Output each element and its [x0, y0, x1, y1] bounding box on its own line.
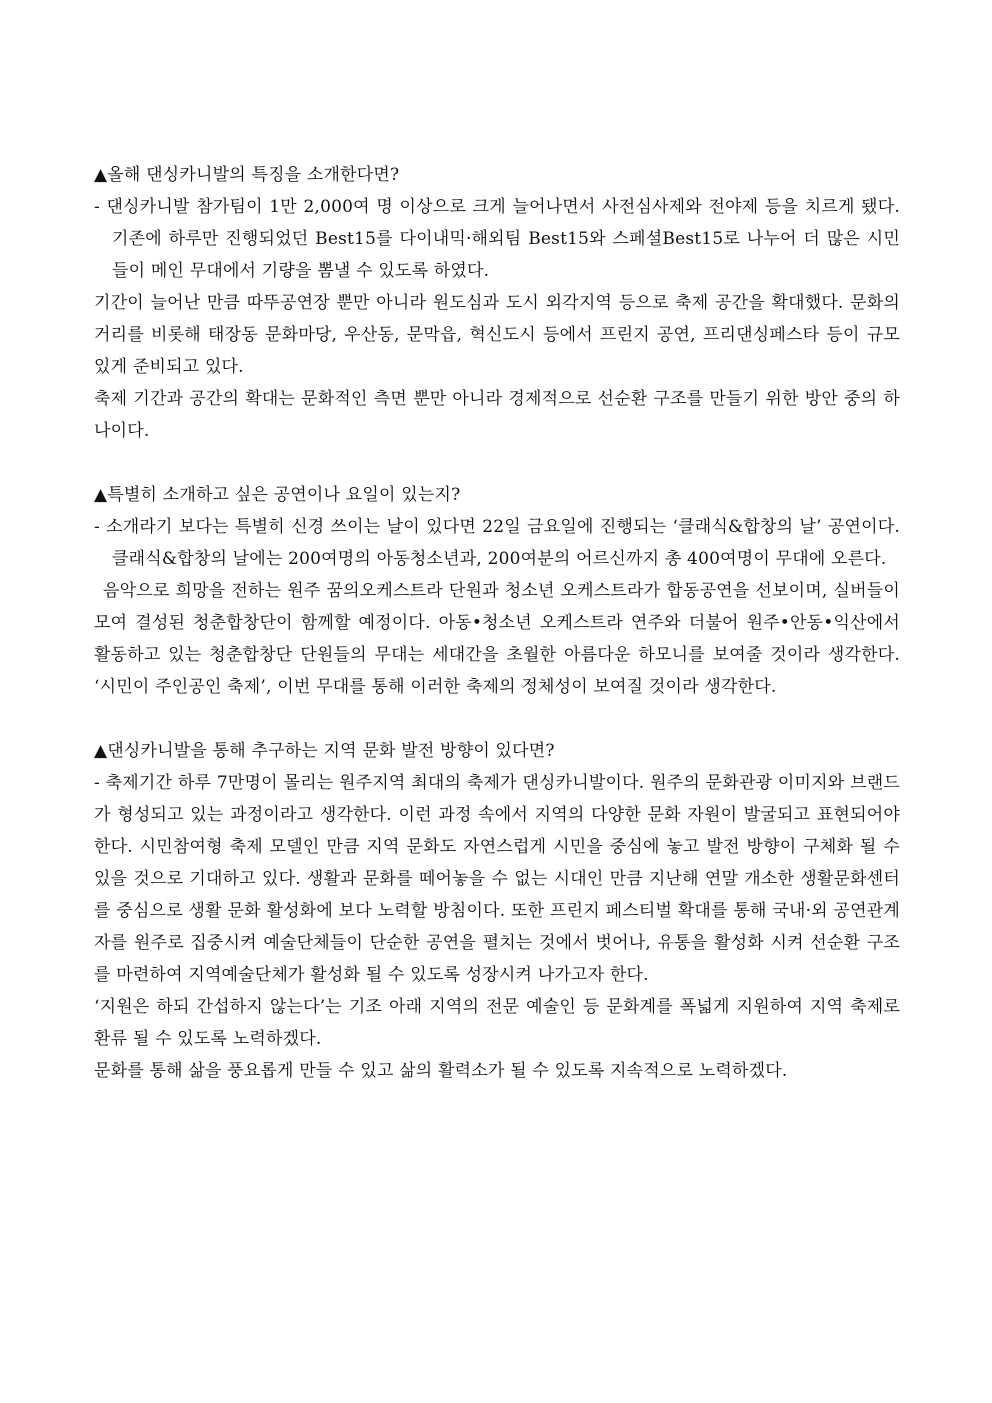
question-heading: ▲올해 댄싱카니발의 특징을 소개한다면? — [94, 165, 400, 185]
answer-paragraph: 음악으로 희망을 전하는 원주 꿈의오케스트라 단원과 청소년 오케스트라가 합동공연을 선보이며, 실버들이 모여 결성된 청춘합창단이 함께할 예정이다. 아동•청소년 오케스트라 연주와 더불어 원주•안동•익산에서 활동하고 있는 청춘합창단 단원들의 무대는 세대간을 초월한 아름다운 하모니를 보여줄 것이라 생각한다. ‘시민이 주인공인 축제’, 이번 무대를 통해 이러한 축제의 정체성이 보여질 것이라 생각한다. — [94, 581, 900, 697]
qa-section-3 — [94, 735, 900, 1087]
qa-section-2 — [94, 479, 900, 703]
answer-paragraph: ‘지원은 하되 간섭하지 않는다’는 기조 아래 지역의 전문 예술인 등 문화계를 폭넓게 지원하여 지역 축제로 환류 될 수 있도록 노력하겠다. — [94, 997, 900, 1049]
question-heading: ▲특별히 소개하고 싶은 공연이나 요일이 있는지? — [94, 485, 461, 505]
answer-paragraph: - 소개라기 보다는 특별히 신경 쓰이는 날이 있다면 22일 금요일에 진행되는 ‘클래식&합창의 날’ 공연이다. 클래식&합창의 날에는 200여명의 아동청소년과, 200여분의 어르신까지 총 400여명이 무대에 오른다. — [94, 517, 900, 569]
answer-paragraph: 문화를 통해 삶을 풍요롭게 만들 수 있고 삶의 활력소가 될 수 있도록 지속적으로 노력하겠다. — [94, 1061, 788, 1081]
answer-paragraph: - 댄싱카니발 참가팀이 1만 2,000여 명 이상으로 크게 늘어나면서 사전심사제와 전야제 등을 치르게 됐다. 기존에 하루만 진행되었던 Best15를 다이내믹·해외팀 Best15와 스페셜Best15로 나누어 더 많은 시민들이 메인 무대에서 기량을 뽐낼 수 있도록 하였다. — [94, 197, 900, 281]
qa-section-1 — [94, 159, 900, 447]
document-body — [94, 159, 900, 1119]
question-heading: ▲댄싱카니발을 통해 추구하는 지역 문화 발전 방향이 있다면? — [94, 741, 555, 761]
answer-paragraph: 기간이 늘어난 만큼 따뚜공연장 뿐만 아니라 원도심과 도시 외각지역 등으로 축제 공간을 확대했다. 문화의 거리를 비롯해 태장동 문화마당, 우산동, 문막읍, 혁신도시 등에서 프린지 공연, 프리댄싱페스타 등이 규모 있게 준비되고 있다. — [94, 293, 900, 377]
answer-paragraph: 축제 기간과 공간의 확대는 문화적인 측면 뿐만 아니라 경제적으로 선순환 구조를 만들기 위한 방안 중의 하나이다. — [94, 389, 900, 441]
answer-paragraph: - 축제기간 하루 7만명이 몰리는 원주지역 최대의 축제가 댄싱카니발이다. 원주의 문화관광 이미지와 브랜드가 형성되고 있는 과정이라고 생각한다. 이런 과정 속에서 지역의 다양한 문화 자원이 발굴되고 표현되어야 한다. 시민참여형 축제 모델인 만큼 지역 문화도 자연스럽게 시민을 중심에 놓고 발전 방향이 구체화 될 수 있을 것으로 기대하고 있다. 생활과 문화를 떼어놓을 수 없는 시대인 만큼 지난해 연말 개소한 생활문화센터를 중심으로 생활 문화 활성화에 보다 노력할 방침이다. 또한 프린지 페스티벌 확대를 통해 국내·외 공연관계자를 원주로 집중시켜 예술단체들이 단순한 공연을 펼치는 것에서 벗어나, 유통을 활성화 시켜 선순환 구조를 마련하여 지역예술단체가 활성화 될 수 있도록 성장시켜 나가고자 한다. — [94, 773, 900, 985]
